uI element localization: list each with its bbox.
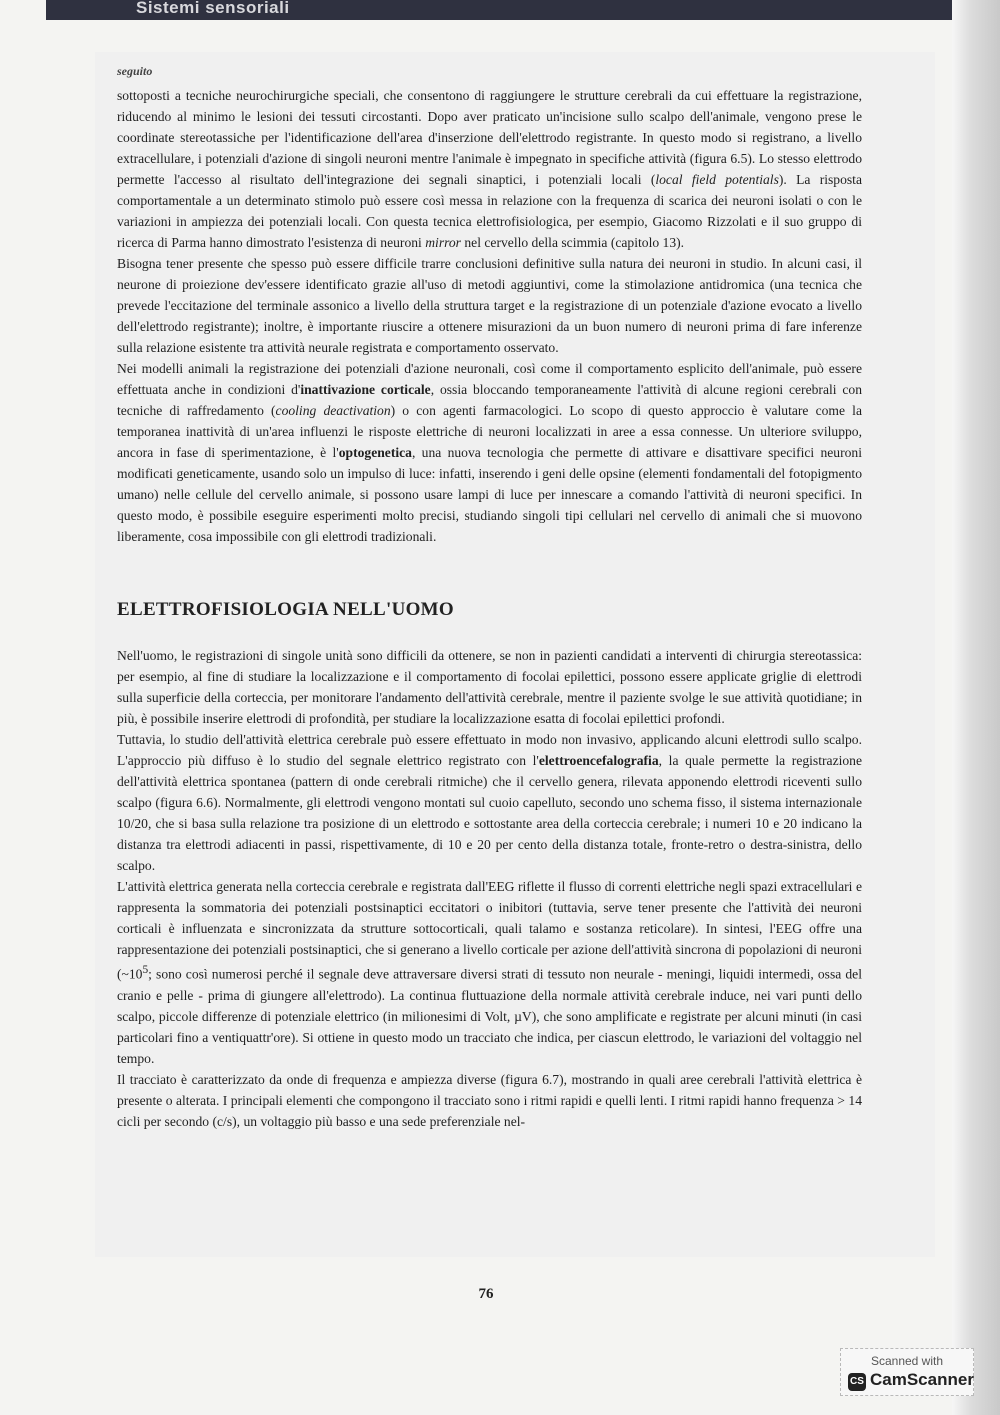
page-number: 76 [478, 1286, 494, 1302]
chapter-header-title: Sistemi sensoriali [136, 0, 290, 17]
paragraph [117, 876, 862, 1069]
bold-term: elettroencefalografia [538, 753, 659, 768]
chapter-header-band [46, 0, 952, 20]
camscanner-logo-icon: CS [848, 1373, 866, 1391]
text-run: Tuttavia, lo studio dell'attività elettrica cerebrale può essere effettuato in modo non invasivo, applicando alcuni elettrodi sullo scalpo. L'approccio più diffuso è lo studio del segnale elettrico registrato con l' [117, 732, 862, 768]
superscript: 5 [142, 964, 149, 976]
bold-term: inattivazione corticale [300, 382, 431, 397]
paragraph: Nell'uomo, le registrazioni di singole unità sono difficili da ottenere, se non in pazienti candidati a interventi di chirurgia stereotassica: per esempio, al fine di studiare la localizzazione e il comportamento di focolai epilettici, possono essere applicate griglie di elettrodi sulla superficie della corteccia, per monitorare l'andamento dell'attività cerebrale, mentre il paziente svolge le sue attività quotidiane; in più, è possibile inserire elettrodi di profondità, per studiare la localizzazione esatta di focolai epilettici profondi. [117, 648, 862, 726]
continued-label: seguito [117, 64, 153, 78]
text-run: ) o con agenti farmacologici. Lo scopo di questo approccio è valutare come la temporanea inattività di un'area influenzi le risposte elettriche di neuroni localizzati in aree a essa connesse. Un ulteriore sviluppo, ancora in fase di sperimentazione, è l' [117, 403, 862, 460]
text-run: L'attività elettrica generata nella corteccia cerebrale e registrata dall'EEG riflette il flusso di correnti elettriche negli spazi extracellulari e rappresenta la sommatoria dei potenziali postsinaptici eccitatori o inibitori (tuttavia, serve tener presente che l'attività dei neuroni corticali è influenzata e sincronizzata da strutture sottocorticali, quali talamo e sostanza reticolare). In sintesi, l'EEG offre una rappresentazione dei potenziali postsinaptici, che si generano a livello corticale per azione dell'attività sincrona di popolazioni di neuroni (~10 [117, 879, 862, 982]
page-content [117, 64, 862, 1132]
scanner-caption: Scanned with [870, 1354, 944, 1368]
text-run: , la quale permette la registrazione dell'attività elettrica spontanea (pattern di onde cerebrali ritmiche) che il cervello genera, rilevata apponendo elettrodi riceventi sullo scalpo (figura 6.6). Normalmente, gli elettrodi vengono montati sul cuoio capelluto, secondo uno schema fisso, il sistema internazionale 10/20, che si basa sulla relazione tra posizione di un elettrodo e sottostante area della corteccia cerebrale; i numeri 10 e 20 indicano la distanza tra elettrodi adiacenti in passi, rispettivamente, di 10 e 20 per cento della distanza totale, fronte-retro o destra-sinistra, dello scalpo. [117, 753, 863, 873]
text-run: , ossia bloccando temporaneamente l'attività di alcune regioni cerebrali con tecniche di raffredamento ( [117, 382, 862, 418]
italic-term: cooling deactivation [275, 403, 391, 418]
text-run: nel cervello della scimmia (capitolo 13). [460, 235, 685, 250]
italic-term: mirror [425, 235, 461, 250]
text-run: ; sono così numerosi perché il segnale deve attraversare diversi strati di tessuto non neurale - meningi, liquidi intermedi, ossa del cranio e pelle - prima di giungere all'elettrodo). La continua fluttuazione della normale attività cerebrale induce, nei vari punti dello scalpo, piccole differenze di potenziale elettrico (in milionesimi di Volt, µV), che sono amplificate e registrate per alcuni minuti (in casi particolari fino a ventiquattr'ore). Si ottiene in questo modo un tracciato che indica, per ciascun elettrodo, le variazioni del voltaggio nel tempo. [117, 966, 862, 1066]
paragraph: Il tracciato è caratterizzato da onde di frequenza e ampiezza diverse (figura 6.7), mostrando in quali aree cerebrali l'attività elettrica è presente o alterata. I principali elementi che compongono il tracciato sono i ritmi rapidi e quelli lenti. I ritmi rapidi hanno frequenza > 14 cicli per secondo (c/s), un voltaggio più basso e una sede preferenziale nel- [117, 1071, 862, 1129]
text-run: sottoposti a tecniche neurochirurgiche speciali, che consentono di raggiungere le strutture cerebrali da cui effettuare la registrazione, riducendo al minimo le lesioni dei tessuti circostanti. Dopo aver praticato un'incisione sullo scalpo dell'animale, vengono prese le coordinate stereotassiche per l'identificazione dell'area d'inserzione dell'elettrodo registrante. In questo modo si registrano, a livello extracellulare, i potenziali d'azione di singoli neuroni mentre l'animale è impegnato in specifiche attività (figura 6.5). Lo stesso elettrodo permette l'accesso al risultato dell'integrazione dei segnali sinaptici, i potenziali locali ( [117, 88, 862, 187]
text-run: Nei modelli animali la registrazione dei potenziali d'azione neuronali, così come il comportamento esplicito dell'animale, può essere effettuata anche in condizioni d' [117, 361, 862, 397]
paragraph [117, 729, 862, 876]
paragraph [117, 85, 862, 253]
italic-term: local field potentials [655, 172, 779, 187]
bold-term: optogenetica [338, 445, 412, 460]
page-edge-shadow [952, 0, 1000, 1415]
scanner-brand: CamScanner [870, 1370, 974, 1389]
paragraph: Bisogna tener presente che spesso può essere difficile trarre conclusioni definitive sulla natura dei neuroni in studio. In alcuni casi, il neurone di proiezione dev'essere identificato grazie all'uso di metodi aggiuntivi, come la stimolazione antidromica (una tecnica che prevede l'eccitazione del terminale assonico a livello della struttura target e la registrazione di un potenziale d'azione evocato a livello dell'elettrodo registrante); inoltre, è importante riuscire a ottenere misurazioni da un buon numero di neuroni prima di fare inferenze sulla relazione esistente tra attività neurale registrata e comportamento osservato. [117, 256, 862, 355]
scanner-watermark [840, 1348, 974, 1396]
text-run: ). La risposta comportamentale a un determinato stimolo può essere così messa in relazione con la frequenza di scarica dei neuroni isolati o con le variazioni in ampiezza dei potenziali locali. Con questa tecnica elettrofisiologica, per esempio, Giacomo Rizzolati e il suo gruppo di ricerca di Parma hanno dimostrato l'esistenza di neuroni [117, 172, 862, 250]
paragraph [117, 358, 862, 547]
text-run: , una nuova tecnologia che permette di attivare e disattivare specifici neuroni modificati geneticamente, usando solo un impulso di luce: infatti, inserendo i geni delle opsine (elementi fondamentali del fotopigmento umano) nelle cellule del cervello animale, si possono usare lampi di luce per innescare a comando l'attività di neuroni specifici. In questo modo, è possibile eseguire esperimenti molto precisi, studiando singoli tipi cellulari nel cervello di animali che si muovono liberamente, cosa impossibile con gli elettrodi tradizionali. [117, 445, 862, 544]
section-heading: ELETTROFISIOLOGIA NELL'UOMO [117, 599, 454, 620]
